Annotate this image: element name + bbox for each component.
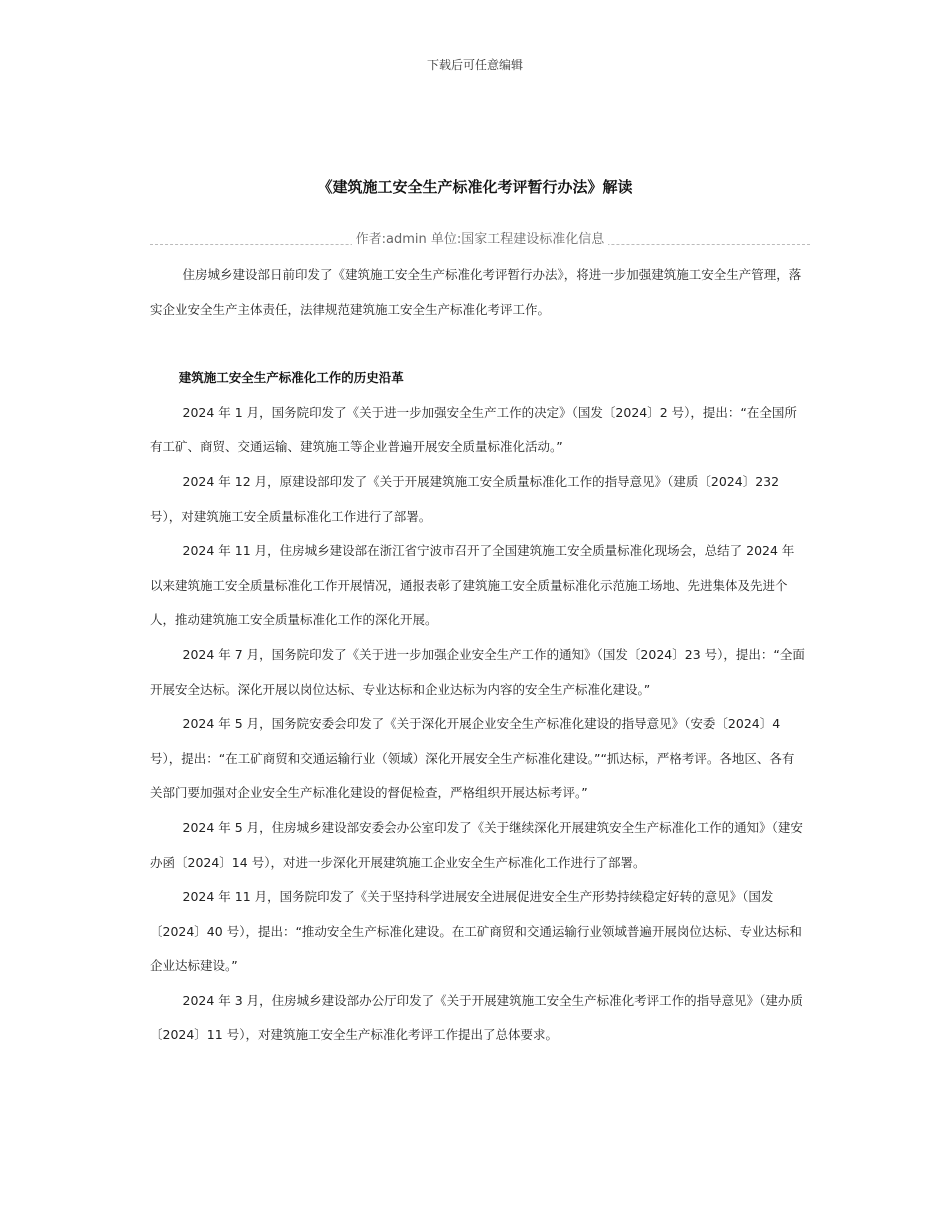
history-paragraph: 2024 年 12 月，原建设部印发了《关于开展建筑施工安全质量标准化工作的指导意见》（建质〔2024〕232 号），对建筑施工安全质量标准化工作进行了部署。: [150, 473, 780, 524]
history-paragraph: 2024 年 1 月，国务院印发了《关于进一步加强安全生产工作的决定》（国发〔2024〕2 号），提出：“在全国所有工矿、商贸、交通运输、建筑施工等企业普遍开展安全质量标准化活动。”: [150, 404, 797, 455]
history-paragraph: 2024 年 5 月，国务院安委会印发了《关于深化开展企业安全生产标准化建设的指导意见》（安委〔2024〕4 号），提出：“在工矿商贸和交通运输行业（领域）深化开展安全生产标准化建设。”“抓达标，严格考评。各地区、各有关部门要加强对企业安全生产标准化建设的督促检查，严格组织开展达标考评。”: [150, 716, 795, 801]
section-heading: 建筑施工安全生产标准化工作的历史沿革: [178, 370, 404, 386]
intro-paragraph: 住房城乡建设部日前印发了《建筑施工安全生产标准化考评暂行办法》，将进一步加强建筑施工安全生产管理，落实企业安全生产主体责任，法律规范建筑施工安全生产标准化考评工作。: [150, 267, 802, 317]
history-paragraph: 2024 年 11 月，国务院印发了《关于坚持科学进展安全进展促进安全生产形势持续稳定好转的意见》（国发〔2024〕40 号），提出：“推动安全生产标准化建设。在工矿商贸和交通运输行业领域普遍开展岗位达标、专业达标和企业达标建设。”: [150, 889, 802, 974]
author-meta-line: [150, 228, 810, 248]
document-title: 《建筑施工安全生产标准化考评暂行办法》解读: [317, 178, 633, 196]
history-paragraph: 2024 年 7 月，国务院印发了《关于进一步加强企业安全生产工作的通知》（国发〔2024〕23 号），提出：“全面开展安全达标。深化开展以岗位达标、专业达标和企业达标为内容的安全生产标准化建设。”: [150, 646, 805, 697]
article-body: [150, 258, 805, 1053]
history-paragraph: 2024 年 11 月，住房城乡建设部在浙江省宁波市召开了全国建筑施工安全质量标准化现场会，总结了 2024 年以来建筑施工安全质量标准化工作开展情况，通报表彰了建筑施工安全质量标准化示范施工场地、先进集体及先进个人，推动建筑施工安全质量标准化工作的深化开展。: [150, 543, 795, 628]
history-paragraph: 2024 年 5 月，住房城乡建设部安委会办公室印发了《关于继续深化开展建筑安全生产标准化工作的通知》（建安办函〔2024〕14 号），对进一步深化开展建筑施工企业安全生产标准化工作进行了部署。: [150, 819, 803, 870]
page-header-note: 下载后可任意编辑: [426, 58, 523, 72]
history-paragraph: 2024 年 3 月，住房城乡建设部办公厅印发了《关于开展建筑施工安全生产标准化考评工作的指导意见》（建办质〔2024〕11 号），对建筑施工安全生产标准化考评工作提出了总体要求。: [150, 992, 803, 1043]
author-meta: 作者:admin 单位:国家工程建设标准化信息: [352, 232, 609, 247]
